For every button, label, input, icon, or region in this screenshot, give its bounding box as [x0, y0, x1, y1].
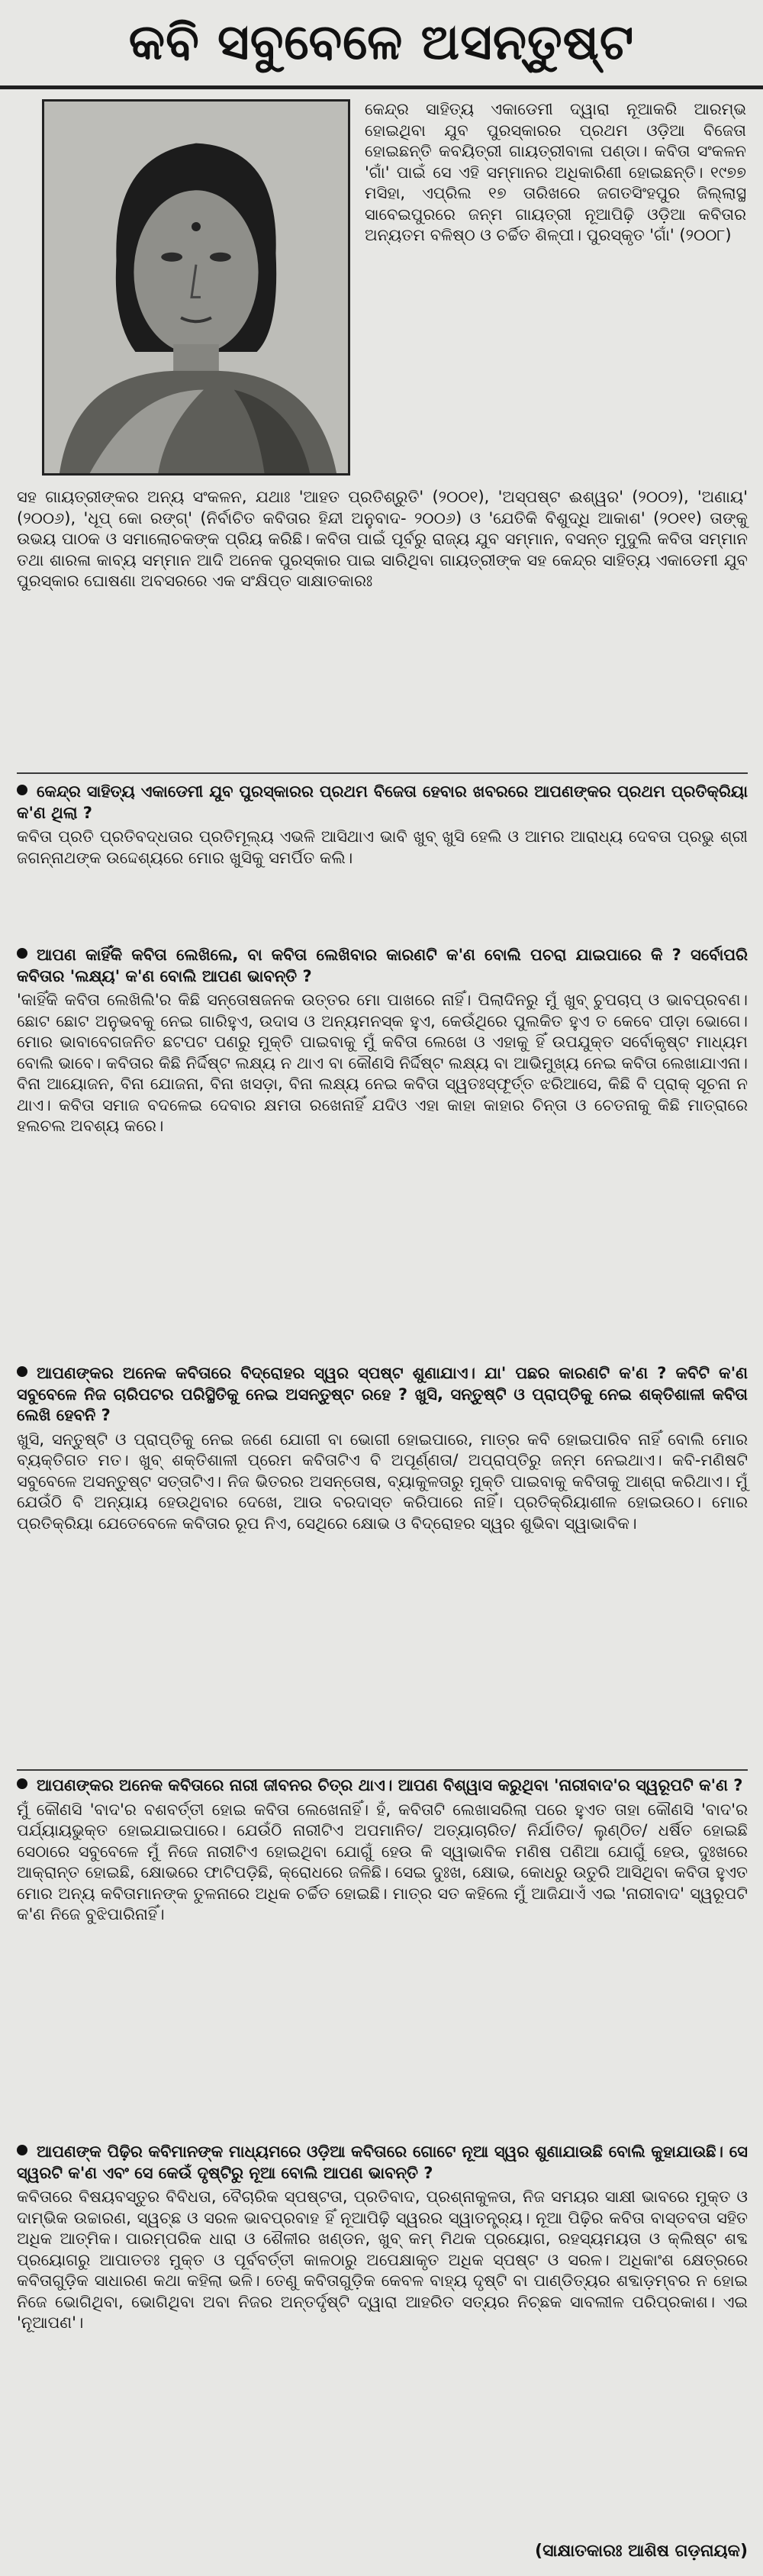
qa-item-3	[17, 1363, 748, 1534]
qa-item-1	[17, 782, 748, 869]
question-5: ଆପଣଙ୍କ ପିଢ଼ିର କବିମାନଙ୍କ ମାଧ୍ୟମରେ ଓଡ଼ିଆ କବିତାରେ ଗୋଟେ ନୂଆ ସ୍ୱର ଶୁଣାଯାଉଛି ବୋଲି କୁହାଯାଉଛି। ସେ ସ୍ୱରଟି କ'ଣ ଏବଂ ସେ କେଉଁ ଦୃଷ୍ଟିରୁ ନୂଆ ବୋଲି ଆପଣ ଭାବନ୍ତି ?	[17, 2142, 748, 2182]
question-4: ଆପଣଙ୍କର ଅନେକ କବିତାରେ ନାରୀ ଜୀବନର ଚିତ୍ର ଥାଏ। ଆପଣ ବିଶ୍ୱାସ କରୁଥିବା 'ନାରୀବାଦ'ର ସ୍ୱରୂପଟି କ'ଣ ?	[17, 1775, 748, 1797]
section-divider	[17, 1769, 748, 1771]
interviewer-byline: (ସାକ୍ଷାତକାରଃ ଆଶିଷ ଗଡ଼ନାୟକ)	[535, 2542, 748, 2561]
qa-item-5	[17, 2142, 748, 2334]
bullet-icon	[17, 785, 27, 795]
bullet-icon	[17, 1778, 27, 1789]
answer-1: କବିତା ପ୍ରତି ପ୍ରତିବଦ୍ଧତାର ପ୍ରତିମୂଲ୍ୟ ଏଭଳି ଆସିଥାଏ ଭାବି ଖୁବ୍ ଖୁସି ହେଲି ଓ ଆମର ଆରାଧ୍ୟ ଦେବତା ପ୍ରଭୁ ଶ୍ରୀ ଜଗନ୍ନାଥଙ୍କ ଉଦ୍ଦେଶ୍ୟରେ ମୋର ଖୁସିକୁ ସମର୍ପିତ କଲି।	[17, 827, 748, 867]
headline-rule	[0, 85, 763, 89]
bullet-icon	[17, 948, 27, 959]
article-headline: କବି ସବୁବେଳେ ଅସନ୍ତୁଷ୍ଟ	[128, 15, 635, 71]
answer-5: କବିତାରେ ବିଷୟବସ୍ତୁର ବିବିଧତା, ବୈଚାରିକ ସ୍ପଷ୍ଟତା, ପ୍ରତିବାଦ, ପ୍ରଶ୍ନାକୁଳତା, ନିଜ ସମୟର ସାକ୍ଷୀ ଭାବରେ ମୁକ୍ତ ଓ ଦାମ୍ଭିକ ଉଚ୍ଚାରଣ, ସ୍ୱଚ୍ଛ ଓ ସରଳ ଭାବପ୍ରବାହ ହିଁ ନୂଆପିଢ଼ି ସ୍ୱରର ସ୍ୱାତନ୍ତ୍ର୍ୟ। ନୂଆ ପିଢ଼ିର କବିତା ବାସ୍ତବତା ସହିତ ଅଧିକ ଆତ୍ମିକ। ପାରମ୍ପରିକ ଧାରା ଓ ଶୈଳୀର ଖଣ୍ଡନ, ଖୁବ୍ କମ୍ ମିଥକ ପ୍ରୟୋଗ, ରହସ୍ୟମୟତା ଓ କ୍ଲିଷ୍ଟ ଶବ୍ଦ ପ୍ରୟୋଗରୁ ଆପାତତଃ ମୁକ୍ତ ଓ ପୂର୍ବବର୍ତ୍ତୀ କାଳଠାରୁ ଅପେକ୍ଷାକୃତ ଅଧିକ ସ୍ପଷ୍ଟ ଓ ସରଳ। ଅଧିକାଂଶ କ୍ଷେତ୍ରରେ କବିତାଗୁଡ଼ିକ ସାଧାରଣ କଥା କହିଲା ଭଳି। ତେଣୁ କବିତାଗୁଡ଼ିକ କେବଳ ବାହ୍ୟ ଦୃଷ୍ଟି ବା ପାଣ୍ଡିତ୍ୟର ଶବ୍ଦାଡ଼ମ୍ବର ନ ହୋଇ ନିଜେ ଭୋଗିଥିବା, ଭୋଗିଥିବା ଅବା ନିଜର ଅନ୍ତର୍ଦୃଷ୍ଟି ଦ୍ୱାରା ଆହରିତ ସତ୍ୟର ନିଚ୍ଛକ ସାବଲୀଳ ପରିପ୍ରକାଶ। ଏଇ 'ନୂଆପଣ'।	[17, 2188, 748, 2332]
qa-item-4	[17, 1775, 748, 1926]
question-1: କେନ୍ଦ୍ର ସାହିତ୍ୟ ଏକାଡେମୀ ଯୁବ ପୁରସ୍କାରର ପ୍ରଥମ ବିଜେତା ହେବାର ଖବରରେ ଆପଣଙ୍କର ପ୍ରଥମ ପ୍ରତିକ୍ରିୟା କ'ଣ ଥିଲା ?	[17, 782, 748, 822]
answer-4: ମୁଁ କୌଣସି 'ବାଦ'ର ବଶବର୍ତ୍ତୀ ହୋଇ କବିତା ଲେଖେନାହିଁ। ହଁ, କବିତାଟି ଲେଖାସରିଲା ପରେ ହୁଏତ ତାହା କୌଣସି 'ବାଦ'ର ପର୍ଯ୍ୟାୟଭୁକ୍ତ ହୋଇଯାଇପାରେ। ଯେଉଁଠି ନାରୀଟିଏ ଅପମାନିତ/ ଅତ୍ୟାଚାରିତ/ ନିର୍ଯାତିତ/ ଲୁଣ୍ଠିତ/ ଧର୍ଷିତ ହୋଇଛି ସେଠାରେ ସବୁବେଳେ ମୁଁ ନିଜେ ନାରୀଟିଏ ହୋଇଥିବା ଯୋଗୁଁ ହେଉ କି ସ୍ୱାଭାବିକ ମଣିଷ ପଣିଆ ଯୋଗୁଁ ହେଉ, ଦୁଃଖରେ ଆକ୍ରାନ୍ତ ହୋଇଛି, କ୍ଷୋଭରେ ଫାଟିପଡ଼ିଛି, କ୍ରୋଧରେ ଜଳିଛି। ସେଇ ଦୁଃଖ, କ୍ଷୋଭ, କୋଧରୁ ଉତୁରି ଆସିଥିବା କବିତା ହୁଏତ ମୋର ଅନ୍ୟ କବିତାମାନଙ୍କ ତୁଳନାରେ ଅଧିକ ଚର୍ଚ୍ଚିତ ହୋଇଛି। ମାତ୍ର ସତ କହିଲେ ମୁଁ ଆଜିଯାଏଁ ଏଇ 'ନାରୀବାଦ' ସ୍ୱରୂପଟି କ'ଣ ନିଜେ ବୁଝିପାରିନାହିଁ।	[17, 1800, 748, 1923]
answer-3: ଖୁସି, ସନ୍ତୁଷ୍ଟି ଓ ପ୍ରାପ୍ତିକୁ ନେଇ ଜଣେ ଯୋଗୀ ବା ଭୋଗୀ ହୋଇପାରେ, ମାତ୍ର କବି ହୋଇପାରିବ ନାହିଁ ବୋଲି ମୋର ବ୍ୟକ୍ତିଗତ ମତ। ଖୁବ୍ ଶକ୍ତିଶାଳୀ ପ୍ରେମ କବିତାଟିଏ ବି ଅପୂର୍ଣ୍ଣତା/ ଅପ୍ରାପ୍ତିରୁ ଜନ୍ମ ନେଇଥାଏ। କବି-ମଣିଷଟି ସବୁବେଳେ ଅସନ୍ତୁଷ୍ଟ ସତ୍ତାଟିଏ। ନିଜ ଭିତରର ଅସନ୍ତୋଷ, ବ୍ୟାକୁଳତାରୁ ମୁକ୍ତି ପାଇବାକୁ କବିତାକୁ ଆଶ୍ରା କରିଥାଏ। ମୁଁ ଯେଉଁଠି ବି ଅନ୍ୟାୟ ହେଉଥିବାର ଦେଖେ, ଆଉ ବରଦାସ୍ତ କରିପାରେ ନାହିଁ। ପ୍ରତିକ୍ରିୟାଶୀଳ ହୋଇଉଠେ। ମୋର ପ୍ରତିକ୍ରିୟା ଯେତେବେଳେ କବିତାର ରୂପ ନିଏ, ସେଥିରେ କ୍ଷୋଭ ଓ ବିଦ୍ରୋହର ସ୍ୱର ଶୁଭିବା ସ୍ୱାଭାବିକ।	[17, 1430, 748, 1533]
question-3: ଆପଣଙ୍କର ଅନେକ କବିତାରେ ବିଦ୍ରୋହର ସ୍ୱର ସ୍ପଷ୍ଟ ଶୁଣାଯାଏ। ଯା' ପଛର କାରଣଟି କ'ଣ ? କବିଟି କ'ଣ ସବୁବେଳେ ନିଜ ଚାରିପଟର ପରିସ୍ଥିତିକୁ ନେଇ ଅସନ୍ତୁଷ୍ଟ ରହେ ? ଖୁସି, ସନ୍ତୁଷ୍ଟି ଓ ପ୍ରାପ୍ତିକୁ ନେଇ ଶକ୍ତିଶାଳୀ କବିତା ଲେଖି ହେବନି ?	[17, 1364, 748, 1424]
answer-2: 'କାହିଁକି କବିତା ଲେଖିଲି'ର କିଛି ସନ୍ତୋଷଜନକ ଉତ୍ତର ମୋ ପାଖରେ ନାହିଁ। ପିଲାଦିନରୁ ମୁଁ ଖୁବ୍ ଚୁପଚାପ୍ ଓ ଭାବପ୍ରବଣ। ଛୋଟ ଛୋଟ ଅନୁଭବକୁ ନେଇ ଗାରିହୁଏ, ଉଦାସ ଓ ଅନ୍ୟମନସ୍କ ହୁଏ, କେଉଁଥିରେ ପୁଲକିତ ହୁଏ ତ କେବେ ପୀଡ଼ା ଭୋଗେ। ମୋର ଭାବାବେଗଜନିତ ଛଟପଟ ପଣରୁ ମୁକ୍ତି ପାଇବାକୁ ମୁଁ କବିତା ଲେଖେ ଓ ଏହାକୁ ହିଁ ଉପଯୁକ୍ତ ସର୍ବୋକୃଷ୍ଟ ମାଧ୍ୟମ ବୋଲି ଭାବେ। କବିତାର କିଛି ନିର୍ଦ୍ଦିଷ୍ଟ ଲକ୍ଷ୍ୟ ନ ଥାଏ ବା କୌଣସି ନିର୍ଦ୍ଦିଷ୍ଟ ଲକ୍ଷ୍ୟ ବା ଆଭିମୁଖ୍ୟ ନେଇ କବିତା ଲେଖାଯାଏନା। ବିନା ଆୟୋଜନ, ବିନା ଯୋଜନା, ବିନା ଖସଡ଼ା, ବିନା ଲକ୍ଷ୍ୟ ନେଇ କବିତା ସ୍ୱତଃସ୍ଫୂର୍ତ୍ତ ଝରିଆସେ, କିଛି ବି ପ୍ରାକ୍ ସୂଚନା ନ ଥାଏ। କବିତା ସମାଜ ବଦଳେଇ ଦେବାର କ୍ଷମତା ରଖେନାହିଁ ଯଦିଓ ଏହା କାହା କାହାର ଚିନ୍ତା ଓ ଚେତନାକୁ କିଛି ମାତ୍ରାରେ ହଲଚଲ ଅବଶ୍ୟ କରେ।	[17, 991, 748, 1135]
author-photo	[42, 99, 350, 476]
intro-paragraph-continued: ସହ ଗାୟତ୍ରୀଙ୍କର ଅନ୍ୟ ସଂକଳନ, ଯଥାଃ 'ଆହତ ପ୍ରତିଶ୍ରୁତି' (୨୦୦୧), 'ଅସ୍ପଷ୍ଟ ଈଶ୍ୱର' (୨୦୦୨), 'ଅଣାୟ' (୨୦୦୬), 'ଧୂପ୍ କୋ ରଙ୍ଗ୍' (ନିର୍ବାଚିତ କବିତାର ହିନ୍ଦୀ ଅନୁବାଦ- ୨୦୦୬) ଓ 'ଯେତିକି ବିଶୁଦ୍ଧି ଆକାଶ' (୨୦୧୧) ତାଙ୍କୁ ଉଭୟ ପାଠକ ଓ ସମାଲୋଚକଙ୍କ ପ୍ରିୟ କରିଛି। କବିତା ପାଇଁ ପୂର୍ବରୁ ରାଜ୍ୟ ଯୁବ ସମ୍ମାନ, ବସନ୍ତ ମୁଦୁଲି କବିତା ସମ୍ମାନ ତଥା ଶାରଳା କାବ୍ୟ ସମ୍ମାନ ଆଦି ଅନେକ ପୁରସ୍କାର ପାଇ ସାରିଥିବା ଗାୟତ୍ରୀଙ୍କ ସହ କେନ୍ଦ୍ର ସାହିତ୍ୟ ଏକାଡେମୀ ଯୁବ ପୁରସ୍କାର ଘୋଷଣା ଅବସରରେ ଏକ ସଂକ୍ଷିପ୍ତ ସାକ୍ଷାତକାରଃ	[17, 488, 748, 590]
intro-paragraph-side: କେନ୍ଦ୍ର ସାହିତ୍ୟ ଏକାଡେମୀ ଦ୍ୱାରା ନୂଆକରି ଆରମ୍ଭ ହୋଇଥିବା ଯୁବ ପୁରସ୍କାରର ପ୍ରଥମ ଓଡ଼ିଆ ବିଜେତା ହୋଇଛନ୍ତି କବୟିତ୍ରୀ ଗାୟତ୍ରୀବାଳା ପଣ୍ଡା। କବିତା ସଂକଳନ 'ଗାଁ' ପାଇଁ ସେ ଏହି ସମ୍ମାନର ଅଧିକାରିଣୀ ହୋଇଛନ୍ତି। ୧୯୭୭ ମସିହା, ଏପ୍ରିଲ ୧୭ ତାରିଖରେ ଜଗତସିଂହପୁର ଜିଲ୍ଲାସ୍ଥ ସାବେଇପୁରରେ ଜନ୍ମ ଗାୟତ୍ରୀ ନୂଆପିଢ଼ି ଓଡ଼ିଆ କବିତାର ଅନ୍ୟତମ ବଳିଷ୍ଠ ଓ ଚର୍ଚ୍ଚିତ ଶିଳ୍ପୀ। ପୁରସ୍କୃତ 'ଗାଁ' (୨୦୦୮)	[365, 100, 746, 244]
question-2: ଆପଣ କାହିଁକି କବିତା ଲେଖିଲେ, ବା କବିତା ଲେଖିବାର କାରଣଟି କ'ଣ ବୋଲି ପଚରା ଯାଇପାରେ କି ? ସର୍ବୋପରି କବିତାର 'ଲକ୍ଷ୍ୟ' କ'ଣ ବୋଲି ଆପଣ ଭାବନ୍ତି ?	[17, 946, 748, 985]
bullet-icon	[17, 2145, 27, 2155]
bullet-icon	[17, 1366, 27, 1377]
qa-item-2	[17, 945, 748, 1137]
section-divider	[17, 772, 748, 774]
